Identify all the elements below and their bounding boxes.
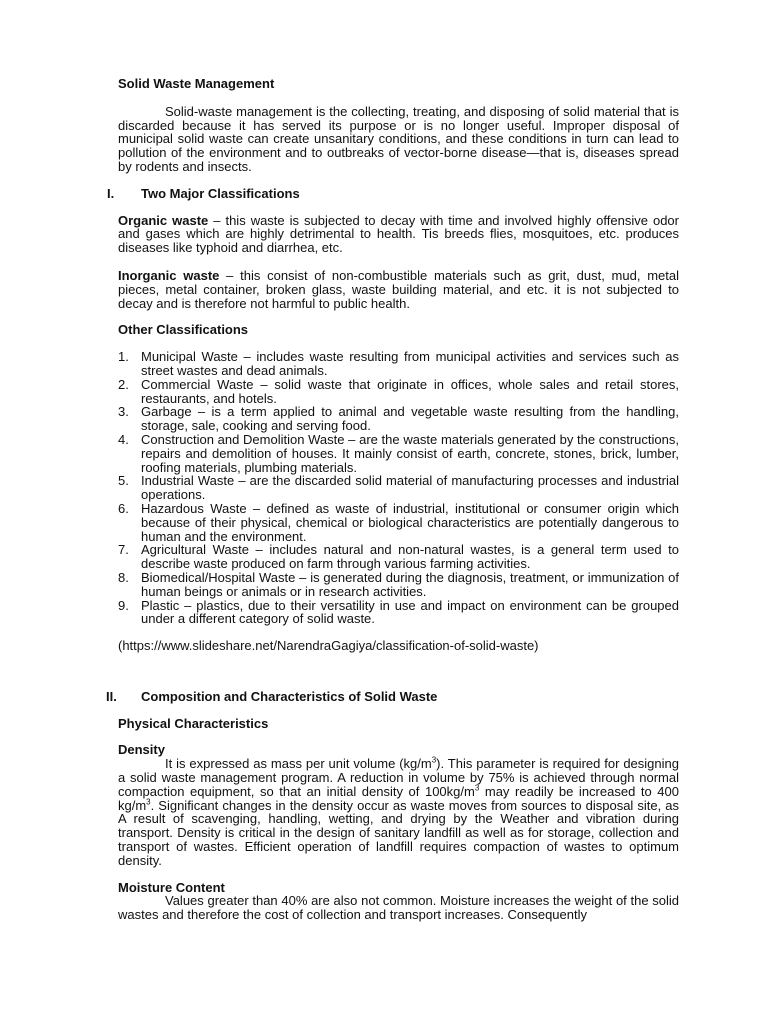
list-item-text: Construction and Demolition Waste – are the waste materials generated by the constructions, repairs and demolition of houses. It mainly consist of earth, concrete, stones, brick, lumber, roofing materials, plumbing materials. — [141, 431, 679, 475]
inorganic-waste-term: Inorganic waste — [118, 267, 220, 283]
list-item-text: Commercial Waste – solid waste that originate in offices, whole sales and retail stores, restaurants, and hotels. — [141, 376, 679, 406]
moisture-content-paragraph: Values greater than 40% are also not common. Moisture increases the weight of the solid wastes and therefore the cost of collection and transport increases. Consequently — [118, 893, 679, 923]
organic-waste-term: Organic waste — [118, 212, 209, 228]
source-citation: (https://www.slideshare.net/NarendraGagiya/classification-of-solid-waste) — [118, 638, 539, 654]
list-item-number: 6. — [118, 500, 129, 516]
list-item-text: Plastic – plastics, due to their versatility in use and impact on environment can be grouped under a different category of solid waste. — [141, 597, 679, 627]
density-superscript-2: 3 — [474, 783, 480, 793]
list-item-text: Garbage – is a term applied to animal and vegetable waste resulting from the handling, storage, sale, cooking and serving food. — [141, 404, 679, 434]
section-1-number: I. — [107, 185, 115, 201]
list-item-text: Biomedical/Hospital Waste – is generated during the diagnosis, treatment, or immunization of human beings or animals or in research activities. — [141, 569, 679, 599]
list-item — [118, 543, 679, 571]
list-item-number: 7. — [118, 542, 129, 558]
list-item-number: 2. — [118, 376, 129, 392]
density-text-3: may readily be increased to 400 kg/m — [118, 783, 679, 813]
list-item — [118, 405, 679, 433]
density-text-4: . Significant changes in the density occur as waste moves from sources to disposal site, as A result of scavenging, handling, wetting, and drying by the Weather and vibration during transport. Density is critical in the design of sanitary landfill as well as for storage, collection and transport of wastes. Efficient operation of landfill requires compaction of wastes to optimum density. — [118, 797, 679, 868]
section-1-heading — [107, 185, 679, 201]
density-text-2: ). This parameter is required for designing a solid waste management program. A reduction in volume by 75% is achieved through normal compaction equipment, so that an initial density of 100kg/m — [118, 756, 679, 799]
section-2-title: Composition and Characteristics of Solid Waste — [141, 688, 438, 704]
list-item — [118, 433, 679, 474]
section-1-title: Two Major Classifications — [141, 185, 300, 201]
document-title: Solid Waste Management — [118, 76, 275, 91]
density-superscript-1: 3 — [431, 755, 437, 765]
list-item-number: 1. — [118, 349, 129, 365]
list-item-number: 8. — [118, 569, 129, 585]
section-2-number: II. — [106, 688, 117, 704]
other-classifications-heading: Other Classifications — [118, 322, 249, 338]
classification-list — [118, 350, 679, 626]
list-item-text: Hazardous Waste – defined as waste of industrial, institutional or consumer origin which because of their physical, chemical or biological characteristics are potentially dangerous to human and the environment. — [141, 500, 679, 544]
list-item-text: Industrial Waste – are the discarded solid material of manufacturing processes and industrial operations. — [141, 473, 679, 503]
list-item-text: Municipal Waste – includes waste resulting from municipal activities and services such as street wastes and dead animals. — [141, 349, 679, 378]
list-item-number: 9. — [118, 597, 129, 613]
list-item — [118, 350, 679, 378]
inorganic-waste-paragraph — [118, 269, 679, 310]
document-body — [106, 76, 679, 923]
physical-characteristics-heading: Physical Characteristics — [118, 715, 269, 731]
organic-waste-paragraph — [118, 214, 679, 255]
list-item-number: 5. — [118, 473, 129, 489]
density-superscript-3: 3 — [146, 797, 151, 807]
intro-paragraph: Solid-waste management is the collecting, treating, and disposing of solid material that is discarded because it has served its purpose or is no longer useful. Improper disposal of municipal solid waste can create unsanitary conditions, and these conditions in turn can lead to pollution of the environment and to outbreaks of vector-borne disease—that is, diseases spread by rodents and insects. — [118, 103, 679, 174]
moisture-content-heading: Moisture Content — [118, 879, 225, 895]
list-item — [118, 571, 679, 599]
list-item-text: Agricultural Waste – includes natural and non-natural wastes, is a general term used to describe waste produced on farm through various farming activities. — [141, 542, 679, 572]
density-text-1: It is expressed as mass per unit volume (kg/m — [165, 756, 432, 772]
density-heading: Density — [118, 742, 165, 758]
inorganic-waste-text: – this consist of non-combustible materials such as grit, dust, mud, metal pieces, metal container, broken glass, waste building material, and etc. it is not subjected to decay and is therefore not harmful to public health. — [118, 267, 679, 311]
list-item — [118, 378, 679, 406]
list-item — [118, 599, 679, 627]
density-paragraph — [118, 757, 679, 867]
list-item-number: 3. — [118, 404, 129, 420]
organic-waste-text: – this waste is subjected to decay with time and involved highly offensive odor and gases which are highly detrimental to health. Tis breeds flies, mosquitoes, etc. produces diseases like typhoid and diarrhea, etc. — [118, 212, 679, 256]
section-2-heading — [106, 688, 679, 704]
list-item — [118, 474, 679, 502]
list-item-number: 4. — [118, 431, 129, 447]
list-item — [118, 502, 679, 543]
